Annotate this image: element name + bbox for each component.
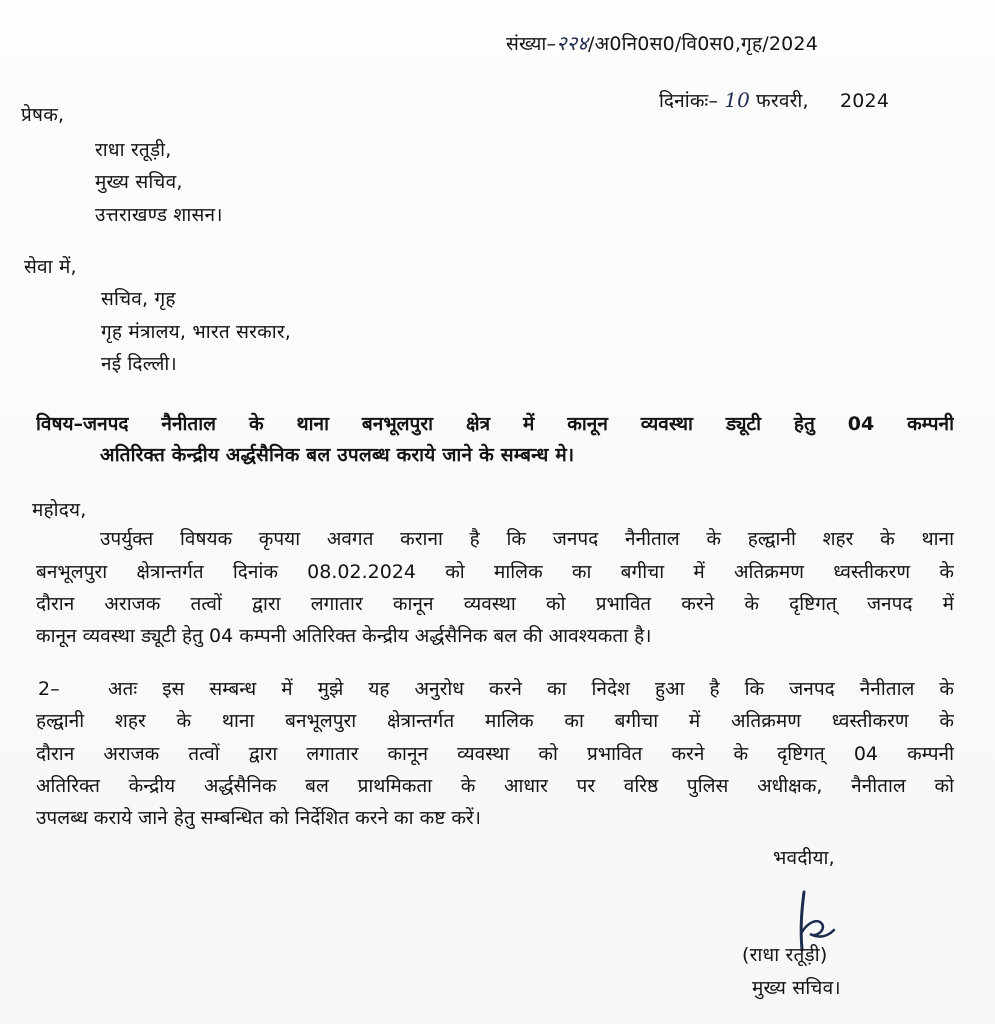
sender-label: प्रेषक, xyxy=(21,104,65,126)
recipient-line-3: नई दिल्ली। xyxy=(101,353,177,375)
paragraph-2-line-3: दौरान अराजक तत्वों द्वारा लगातार कानून व्यवस्था को प्रभावित करने के दृष्टिगत् 04 कम्पनी xyxy=(36,743,954,765)
recipient-label: सेवा में, xyxy=(24,256,77,278)
signatory-designation: मुख्य सचिव। xyxy=(752,977,841,999)
paragraph-2-number: 2– xyxy=(38,678,60,700)
letter-date xyxy=(634,61,889,140)
sender-name: राधा रतूड़ी, xyxy=(95,139,172,161)
signatory-name: (राधा रतूड़ी) xyxy=(742,944,828,966)
reference-number xyxy=(506,30,818,57)
sender-office: उत्तराखण्ड शासन। xyxy=(95,204,223,226)
subject-line-1: विषय–जनपद नैनीताल के थाना बनभूलपुरा क्षेत्र में कानून व्यवस्था ड्यूटी हेतु 04 कम्पनी xyxy=(36,413,954,435)
paragraph-2-line-2: हल्द्वानी शहर के थाना बनभूलपुरा क्षेत्रान्तर्गत मालिक का बगीचा में अतिक्रमण ध्वस्तीकरण के xyxy=(36,710,954,732)
date-handwritten-day: 10 xyxy=(724,88,751,112)
date-month-year: फरवरी, 2024 xyxy=(756,90,890,112)
recipient-line-1: सचिव, गृह xyxy=(101,288,176,310)
reference-handwritten-number: २२४ xyxy=(556,31,589,55)
paragraph-1-line-4: कानून व्यवस्था ड्यूटी हेतु 04 कम्पनी अतिरिक्त केन्द्रीय अर्द्धसैनिक बल की आवश्यकता है। xyxy=(36,625,652,647)
date-prefix: दिनांकः– xyxy=(658,90,719,112)
paragraph-2-line-5: उपलब्ध कराये जाने हेतु सम्बन्धित को निर्देशित करने का कष्ट करें। xyxy=(36,807,481,829)
reference-prefix: संख्या– xyxy=(506,33,557,55)
reference-suffix: /अ0नि0स0/वि0स0,गृह/2024 xyxy=(588,33,818,55)
paragraph-1-line-2: बनभूलपुरा क्षेत्रान्तर्गत दिनांक 08.02.2024 को मालिक का बगीचा में अतिक्रमण ध्वस्तीकरण के xyxy=(36,561,954,583)
paragraph-1-line-1: उपर्युक्त विषयक कृपया अवगत कराना है कि जनपद नैनीताल के हल्द्वानी शहर के थाना xyxy=(100,528,954,550)
recipient-line-2: गृह मंत्रालय, भारत सरकार, xyxy=(101,321,292,343)
paragraph-1-line-3: दौरान अराजक तत्वों द्वारा लगातार कानून व्यवस्था को प्रभावित करने के दृष्टिगत् जनपद में xyxy=(36,593,954,615)
subject-line-2: अतिरिक्त केन्द्रीय अर्द्धसैनिक बल उपलब्ध कराये जाने के सम्बन्ध मे। xyxy=(100,444,575,466)
salutation: महोदय, xyxy=(32,499,87,521)
sender-designation: मुख्य सचिव, xyxy=(95,171,183,193)
paragraph-2-line-4: अतिरिक्त केन्द्रीय अर्द्धसैनिक बल प्राथमिकता के आधार पर वरिष्ठ पुलिस अधीक्षक, नैनीताल को xyxy=(36,775,954,797)
paragraph-2-line-1: अतः इस सम्बन्ध में मुझे यह अनुरोध करने का निदेश हुआ है कि जनपद नैनीताल के xyxy=(108,678,954,700)
valediction: भवदीया, xyxy=(773,847,835,869)
